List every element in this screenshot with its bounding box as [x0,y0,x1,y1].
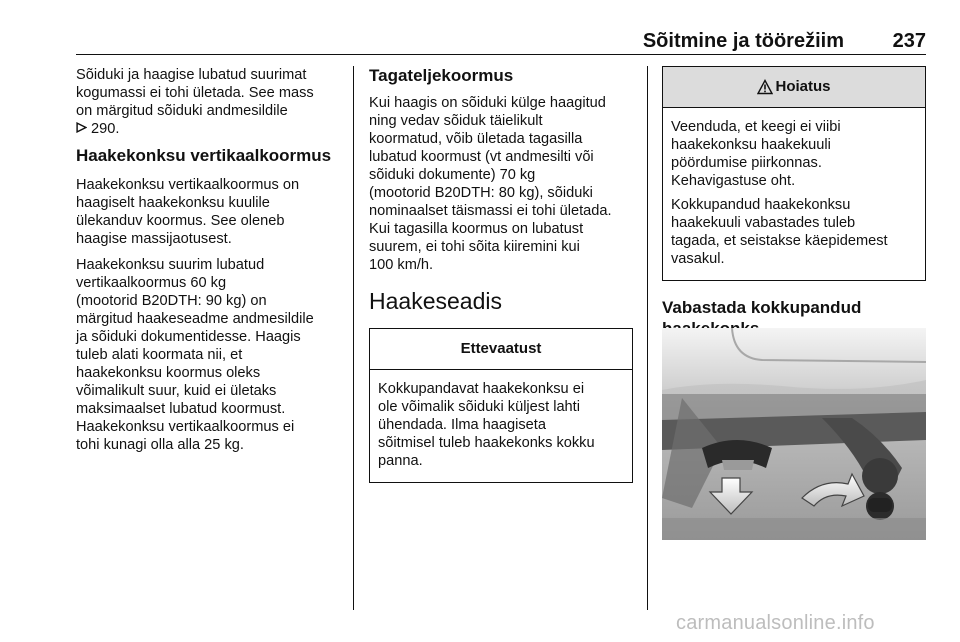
warning-box [662,66,926,281]
warning-triangle-icon [757,79,773,95]
rear-axle-paragraph: Kui haagis on sõiduki külge haagitud ning vedav sõiduk täielikult koormatud, võib ületada tagasilla lubatud koormust (vt andmesilti või sõiduki dokumente) 70 kg (mootorid B20DTH: 80 kg), sõiduki nominaalset täismassi ei tohi ületada. Kui tagasilla koormus on lubatust suurem, ei tohi sõita kiiremini kui 100 km/h. [369,95,612,273]
caution-box [369,328,633,483]
vertical-load-paragraph-1: Haakekonksu vertikaalkoormus on haagiselt haakekonksu kuulile ülekanduv koormus. See oleneb haagise massijaotusest. [76,177,300,247]
towbar-illustration [662,328,926,540]
page-number: 237 [892,30,926,52]
rear-axle-heading: Tagateljekoormus [369,66,514,85]
warning-title: Hoiatus [775,78,831,95]
warning-text-1: Veenduda, et keegi ei viibi haakekonksu haakekuuli pöördumise piirkonnas. Kehavigastuse oht. [671,119,841,189]
column-divider-2 [647,66,648,610]
caution-title: Ettevaatust [370,329,632,370]
towbar-section-title: Haakeseadis [369,288,502,314]
column-3 [662,66,926,349]
warning-text-2: Kokkupandud haakekonksu haakekuuli vabastades tuleb tagada, et seistakse käepidemest vasakul. [671,197,888,267]
column-2 [369,66,633,483]
warning-header [663,67,925,108]
vertical-load-paragraph-2: Haakekonksu suurim lubatud vertikaalkoormus 60 kg (mootorid B20DTH: 90 kg) on märgitud haakeseadme andmesildile ja sõiduki dokumentidesse. Haagis tuleb alati koormata nii, et haakekonksu koormus oleks võimalikult suur, kuid ei ületaks maksimaalset lubatud koormust. Haakekonksu vertikaalkoormus ei tohi kunagi olla alla 25 kg. [76,257,314,453]
page-header [76,30,926,52]
page-reference[interactable]: 290. [87,121,120,137]
caution-text: Kokkupandavat haakekonksu ei ole võimalik sõiduki küljest lahti ühendada. Ilma haagiseta sõitmisel tuleb haakekonks kokku panna. [378,381,595,469]
release-heading: Vabastada kokkupandud [662,298,862,317]
intro-paragraph: Sõiduki ja haagise lubatud suurimat kogumassi ei tohi ületada. See mass on märgitud sõiduki andmesildile 290. [76,67,314,137]
arrow-triangle-icon[interactable] [76,122,87,133]
header-rule [76,54,926,55]
watermark: carmanualsonline.info [676,612,875,634]
vertical-load-heading: Haakekonksu vertikaalkoormus [76,146,332,165]
section-title: Sõitmine ja töörežiim [642,30,844,52]
column-divider-1 [353,66,354,610]
column-1 [76,66,342,462]
